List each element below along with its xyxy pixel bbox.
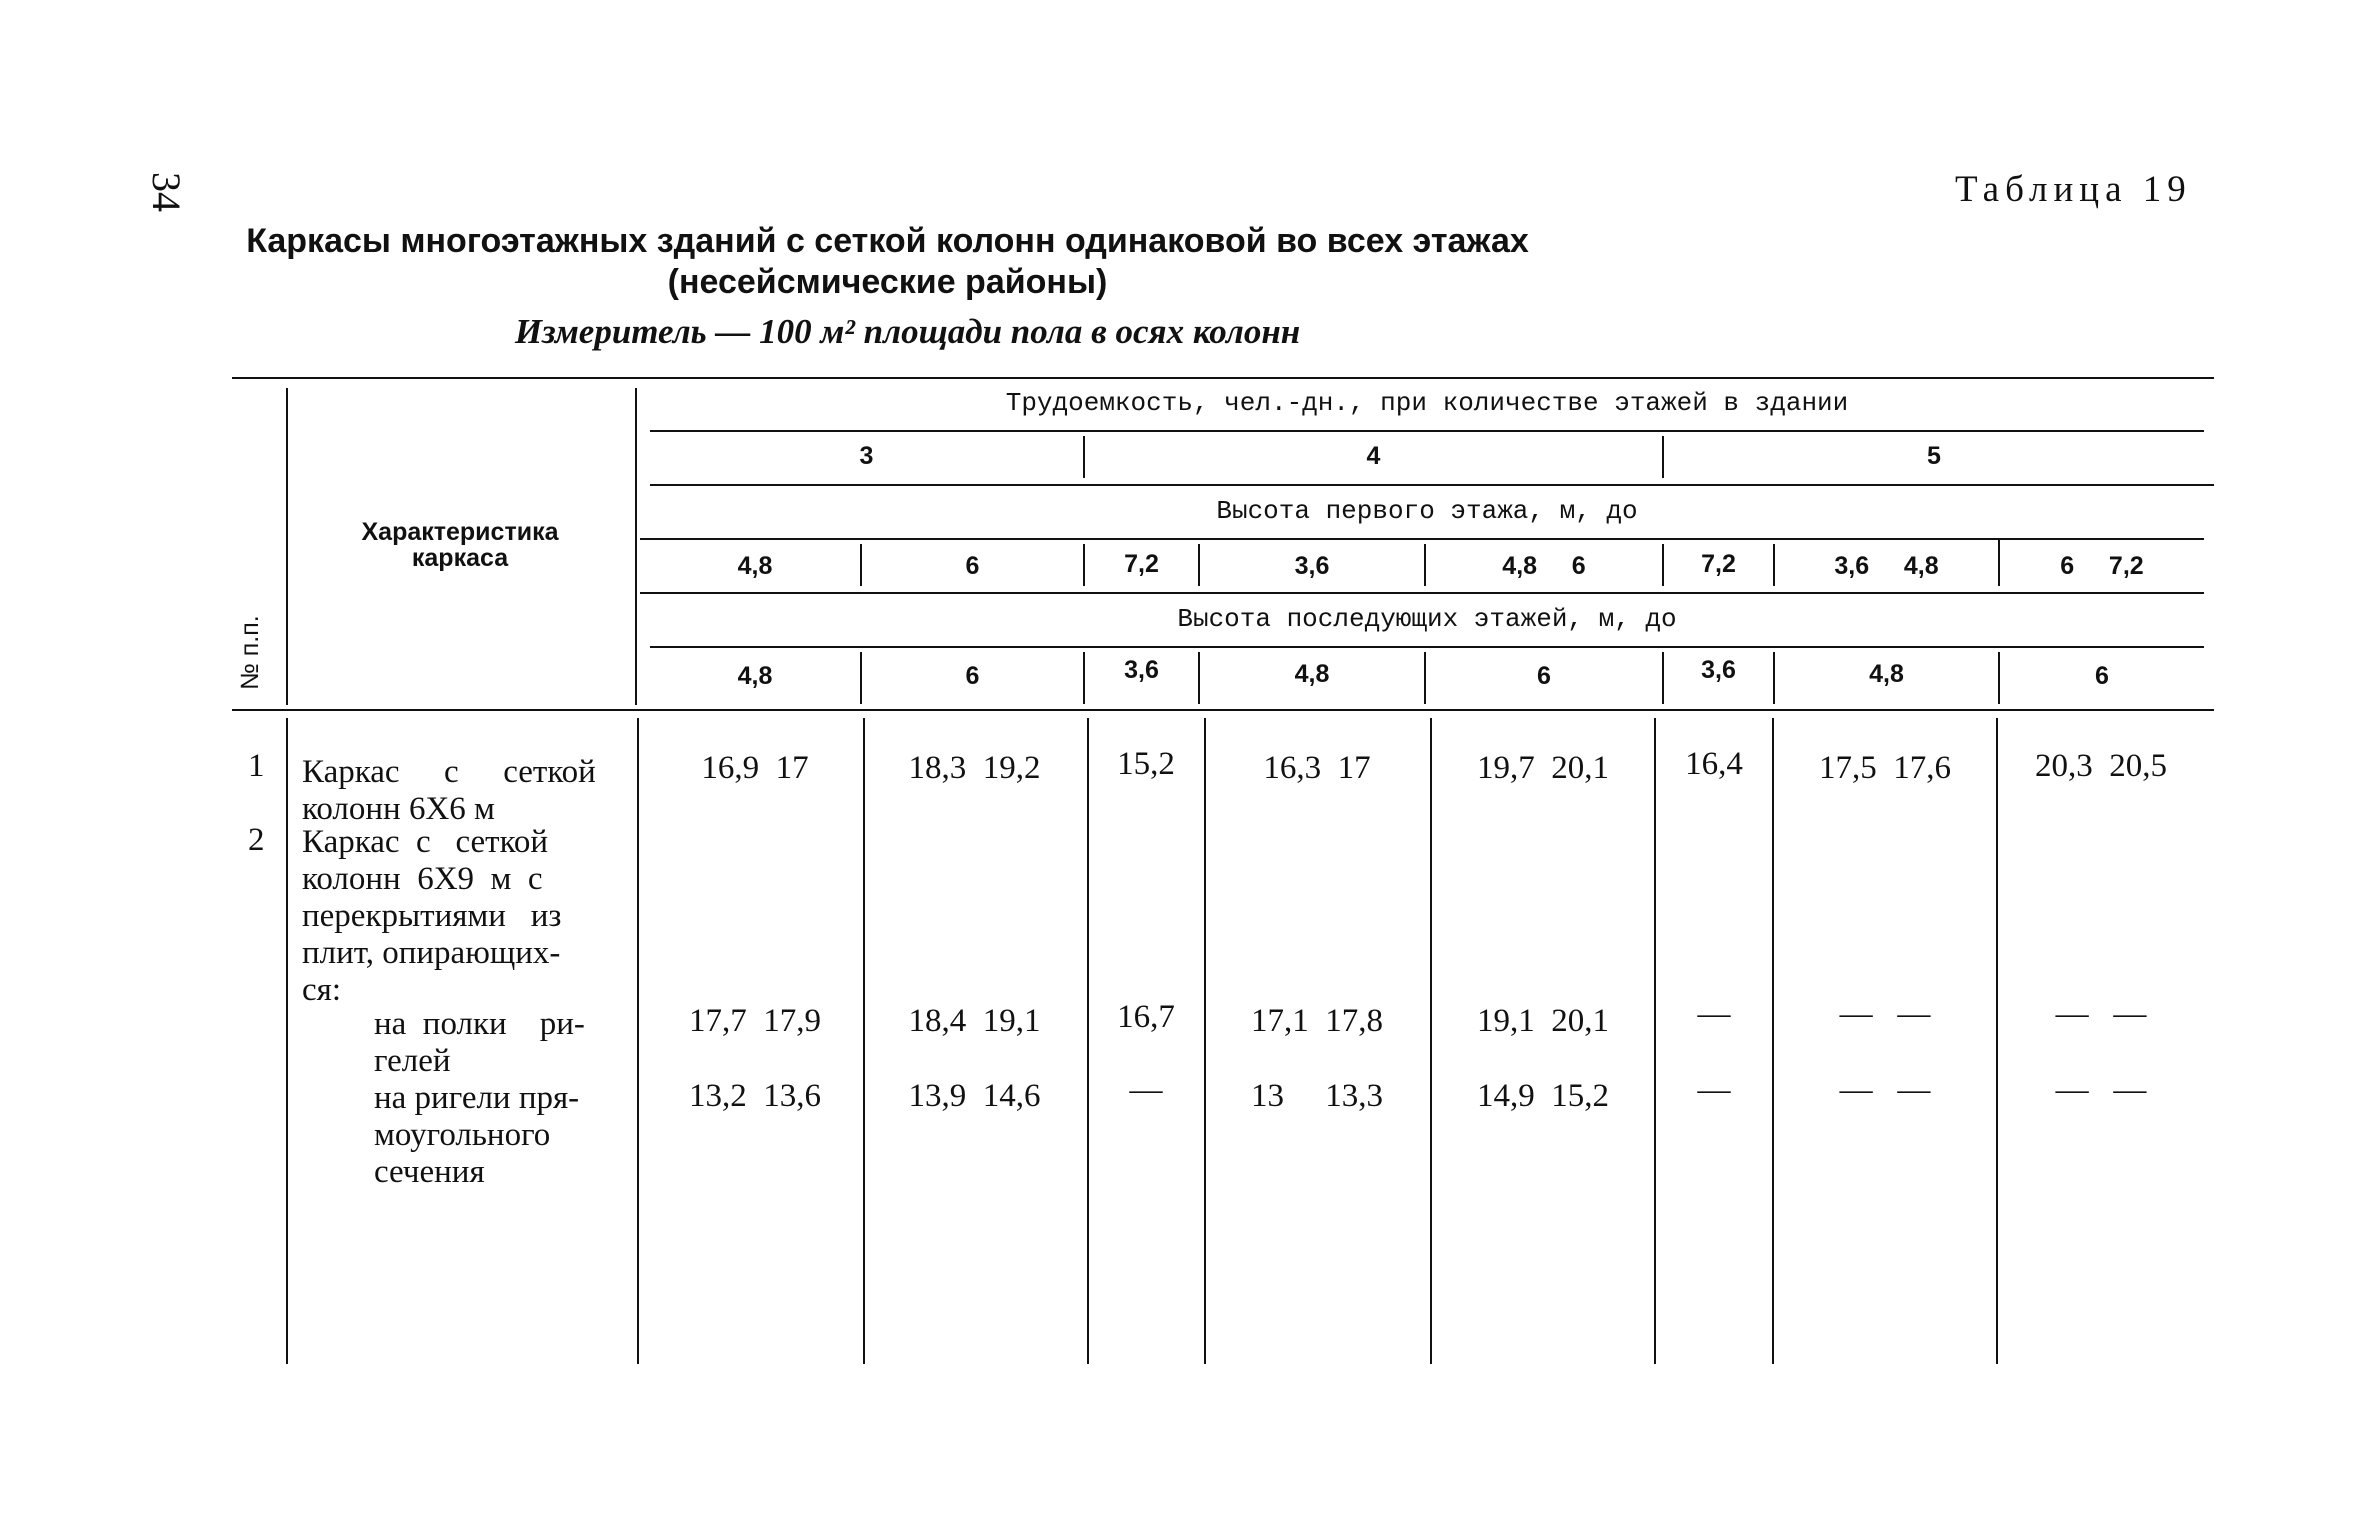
row-2b-value-1: 13,2 13,6 (689, 1078, 821, 1114)
row-2b-value-8: — — (2055, 1072, 2147, 1108)
row-2a-value-6: — (1697, 996, 1731, 1032)
row-1-value-1: 16,9 17 (701, 750, 809, 786)
body-col-line-8 (1772, 718, 1774, 1364)
ff-height-3: 7,2 (1124, 550, 1159, 578)
row-2a-desc-line-2: гелей (374, 1043, 451, 1079)
table-header-bottom-rule (232, 709, 2214, 711)
row-2-desc-line-4: плит, опирающих- (302, 935, 561, 971)
nf-height-3: 3,6 (1124, 656, 1159, 684)
row-1-value-6: 16,4 (1685, 746, 1743, 782)
row-2-desc-line-1: Каркас с сеткой (302, 824, 549, 860)
body-col-line-2 (637, 718, 639, 1364)
ff-height-2: 6 (965, 552, 980, 580)
row-2a-value-1: 17,7 17,9 (689, 1003, 821, 1039)
col-divider-char (635, 388, 637, 705)
header-rule-4 (640, 592, 2204, 594)
header-rule-3 (640, 538, 2204, 540)
row-1-value-3: 15,2 (1117, 746, 1175, 782)
table-title-line-2: (несейсмические районы) (667, 263, 1108, 301)
row-2b-value-7: — — (1839, 1072, 1931, 1108)
body-col-line-7 (1654, 718, 1656, 1364)
nf-height-6: 3,6 (1701, 656, 1736, 684)
header-characteristic-line-2: каркаса (411, 544, 509, 572)
row-2a-value-2: 18,4 19,1 (908, 1003, 1041, 1039)
body-col-line-6 (1430, 718, 1432, 1364)
table-title-line-1: Каркасы многоэтажных зданий с сеткой колонн одинаковой во всех этажах (246, 222, 1529, 260)
header-rule-2 (650, 484, 2214, 486)
row-2a-desc-line-1: на полки ри- (374, 1006, 585, 1042)
nf-height-2: 6 (965, 662, 980, 690)
header-labor-intensity: Трудоемкость, чел.-дн., при количестве этажей в здании (1005, 388, 1849, 418)
header-rule-1 (650, 430, 2204, 432)
row-1-description (302, 754, 620, 828)
unit-of-measure: Измеритель — 100 м² площади пола в осях колонн (514, 312, 1301, 351)
ff-height-5: 4,8 6 (1502, 552, 1586, 580)
row-2-description (302, 824, 620, 1009)
nf-height-1: 4,8 (737, 662, 773, 690)
row-2a-value-8: — — (2055, 996, 2147, 1032)
header-floors-3: 3 (859, 442, 874, 470)
page-number: 34 (144, 172, 189, 212)
row-2b-value-3: — (1129, 1072, 1163, 1108)
header-rule-5 (650, 646, 2204, 648)
header-floors-4: 4 (1366, 442, 1381, 470)
row-1-desc-line-1: Каркас с сеткой (302, 754, 596, 790)
body-col-line-5 (1204, 718, 1206, 1364)
ff-height-1: 4,8 (737, 552, 773, 580)
header-first-floor-height: Высота первого этажа, м, до (1216, 496, 1638, 526)
row-2a-description (374, 1006, 624, 1080)
row-2b-desc-line-3: сечения (374, 1154, 485, 1190)
ff-height-8: 6 7,2 (2060, 552, 2144, 580)
row-2a-value-4: 17,1 17,8 (1251, 1003, 1383, 1039)
header-num-column: № п.п. (236, 615, 264, 690)
row-2-desc-line-5: ся: (302, 972, 341, 1008)
row-2b-description (374, 1080, 624, 1191)
row-2a-value-7: — — (1839, 996, 1931, 1032)
row-2b-value-4: 13 13,3 (1251, 1078, 1383, 1114)
body-col-line-1 (286, 718, 288, 1364)
table-top-rule (232, 377, 2214, 379)
row-1-value-8: 20,3 20,5 (2035, 748, 2167, 784)
row-1-value-4: 16,3 17 (1263, 750, 1371, 786)
row-1-value-7: 17,5 17,6 (1819, 750, 1951, 786)
nf-height-5: 6 (1537, 662, 1551, 690)
header-floors-5: 5 (1927, 442, 1941, 470)
row-2-desc-line-3: перекрытиями из (302, 898, 562, 934)
body-col-line-4 (1087, 718, 1089, 1364)
row-2b-value-6: — (1697, 1072, 1731, 1108)
row-1-number: 1 (248, 748, 265, 784)
col-divider-num (286, 388, 288, 705)
row-2b-value-5: 14,9 15,2 (1477, 1078, 1609, 1114)
row-2b-desc-line-1: на ригели пря- (374, 1080, 580, 1116)
table-number-label: Таблица 19 (1955, 169, 2192, 210)
nf-height-4: 4,8 (1294, 660, 1330, 688)
nf-height-7: 4,8 (1869, 660, 1904, 688)
row-2b-value-2: 13,9 14,6 (908, 1078, 1041, 1114)
row-2a-value-3: 16,7 (1117, 999, 1175, 1035)
nf-height-8: 6 (2095, 662, 2109, 690)
ff-height-4: 3,6 (1294, 552, 1330, 580)
header-characteristic-line-1: Характеристика (361, 518, 559, 546)
row-2b-desc-line-2: моугольного (374, 1117, 551, 1153)
row-1-value-5: 19,7 20,1 (1477, 750, 1609, 786)
body-col-line-3 (863, 718, 865, 1364)
row-2a-value-5: 19,1 20,1 (1477, 1003, 1609, 1039)
row-2-number: 2 (248, 822, 265, 858)
header-next-floor-height: Высота последующих этажей, м, до (1177, 604, 1677, 634)
ff-height-7: 3,6 4,8 (1834, 552, 1939, 580)
ff-height-6: 7,2 (1701, 550, 1736, 578)
row-2-desc-line-2: колонн 6X9 м с (302, 861, 543, 897)
row-1-desc-line-2: колонн 6X6 м (302, 791, 495, 827)
body-col-line-9 (1996, 718, 1998, 1364)
row-1-value-2: 18,3 19,2 (908, 750, 1041, 786)
